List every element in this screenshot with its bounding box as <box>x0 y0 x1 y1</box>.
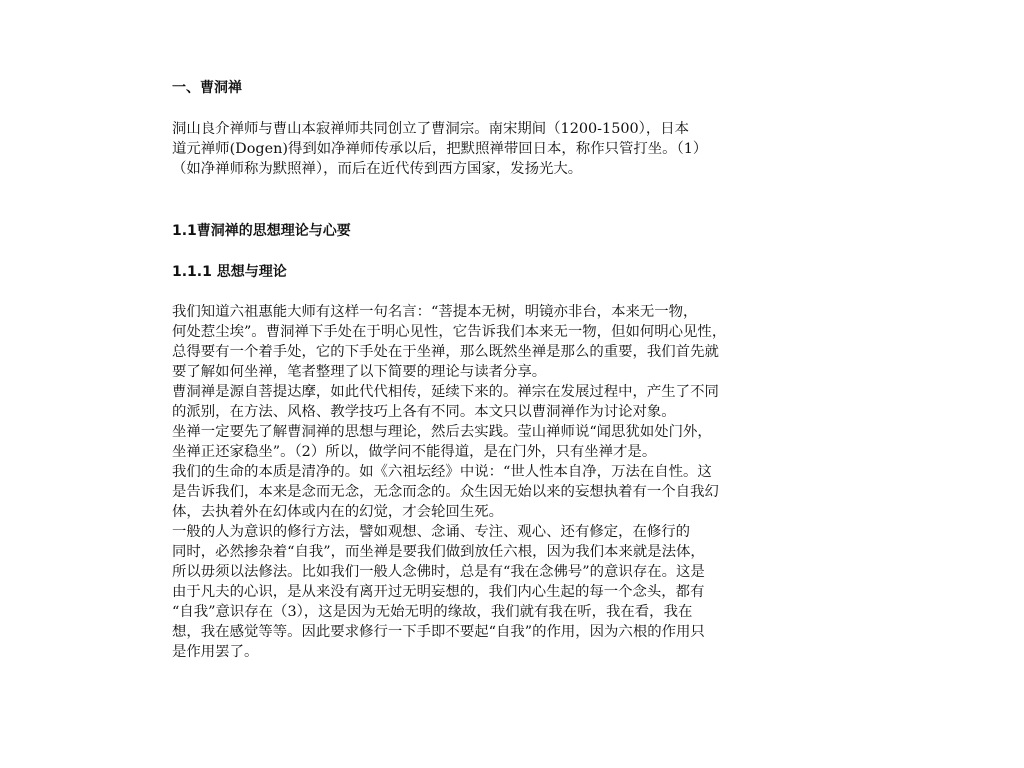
intro-line: 洞山良介禅师与曹山本寂禅师共同创立了曹洞宗。南宋期间（1200-1500），日本 <box>172 121 690 137</box>
document-page <box>172 0 832 768</box>
body-line: 体，去执着外在幻体或内在的幻觉，才会轮回生死。 <box>172 504 503 520</box>
intro-line: 道元禅师(Dogen)得到如净禅师传承以后，把默照禅带回日本，称作只管打坐。（1） <box>172 141 708 157</box>
body-line: 同时，必然掺杂着“自我”，而坐禅是要我们做到放任六根，因为我们本来就是法体， <box>172 544 705 560</box>
section-heading: 一、曹洞禅 <box>172 80 242 96</box>
body-line: 坐禅正还家稳坐”。（2）所以，做学问不能得道，是在门外，只有坐禅才是。 <box>172 444 657 460</box>
body-text <box>172 302 832 662</box>
body-line: 想，我在感觉等等。因此要求修行一下手即不要起“自我”的作用，因为六根的作用只 <box>172 624 705 640</box>
body-line: 的派别，在方法、风格、教学技巧上各有不同。本文只以曹洞禅作为讨论对象。 <box>172 404 676 420</box>
body-line: 曹洞禅是源自菩提达摩，如此代代相传，延续下来的。禅宗在发展过程中，产生了不同 <box>172 384 719 400</box>
body-line: 要了解如何坐禅，笔者整理了以下简要的理论与读者分享。 <box>172 364 547 380</box>
subsection-heading: 1.1曹洞禅的思想理论与心要 <box>172 223 351 239</box>
intro-line: （如净禅师称为默照禅），而后在近代传到西方国家，发扬光大。 <box>172 161 583 177</box>
body-line: 是告诉我们，本来是念而无念，无念而念的。众生因无始以来的妄想执着有一个自我幻 <box>172 484 719 500</box>
body-line: 是作用罢了。 <box>172 644 259 660</box>
body-line: 坐禅一定要先了解曹洞禅的思想与理论，然后去实践。莹山禅师说“闻思犹如处门外， <box>172 424 712 440</box>
subsubsection-heading: 1.1.1 思想与理论 <box>172 264 287 280</box>
body-line: 总得要有一个着手处，它的下手处在于坐禅，那么既然坐禅是那么的重要，我们首先就 <box>172 344 719 360</box>
body-line: 我们知道六祖惠能大师有这样一句名言：“菩提本无树，明镜亦非台，本来无一物， <box>172 304 698 320</box>
intro-paragraph <box>172 119 832 179</box>
body-line: 何处惹尘埃”。曹洞禅下手处在于明心见性，它告诉我们本来无一物，但如何明心见性， <box>172 324 727 340</box>
body-line: “自我”意识存在（3），这是因为无始无明的缘故，我们就有我在听，我在看，我在 <box>172 604 693 620</box>
body-line: 由于凡夫的心识，是从来没有离开过无明妄想的，我们内心生起的每一个念头，都有 <box>172 584 705 600</box>
body-line: 所以毋须以法修法。比如我们一般人念佛时，总是有“我在念佛号”的意识存在。这是 <box>172 564 705 580</box>
body-line: 我们的生命的本质是清净的。如《六祖坛经》中说：“世人性本自净，万法在自性。这 <box>172 464 712 480</box>
body-line: 一般的人为意识的修行方法，譬如观想、念诵、专注、观心、还有修定，在修行的 <box>172 524 691 540</box>
